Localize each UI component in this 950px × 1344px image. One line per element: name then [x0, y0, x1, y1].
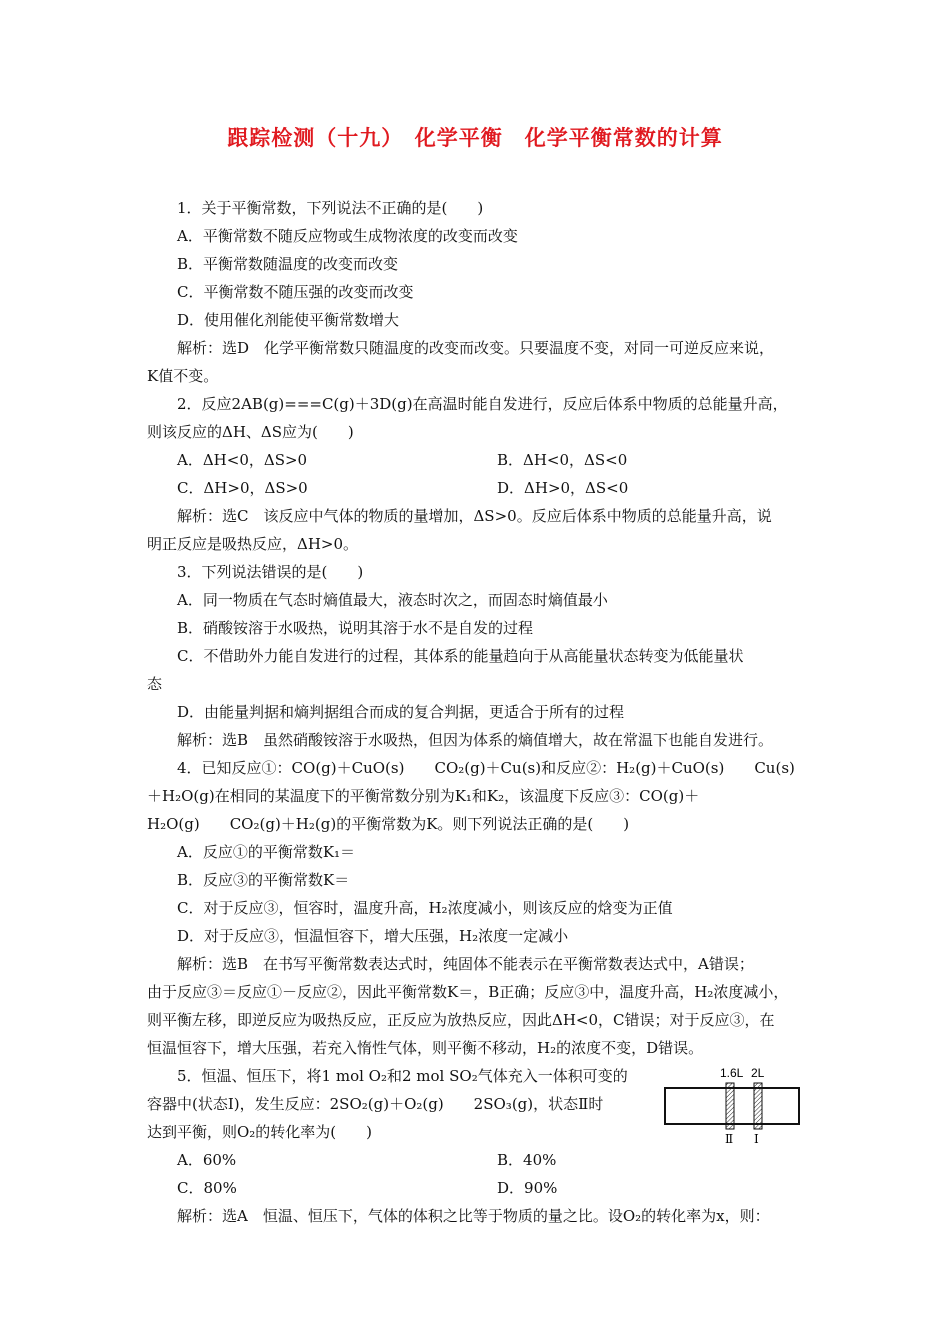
q4-analysis-cont-1: 由于反应③＝反应①－反应②，因此平衡常数K＝，B正确；反应③中，温度升高，H₂浓度减小，	[147, 983, 789, 1001]
question-4-stem-cont-1: ＋H₂O(g)在相同的某温度下的平衡常数分别为K₁和K₂，该温度下反应③：CO(g)＋	[147, 787, 700, 805]
q2-option-d: D．ΔH>0，ΔS<0	[497, 479, 629, 497]
q2-option-b: B．ΔH<0，ΔS<0	[497, 451, 628, 469]
q4-option-b: B．反应③的平衡常数K＝	[177, 871, 350, 889]
question-4-stem: 4．已知反应①：CO(g)＋CuO(s) CO₂(g)＋Cu(s)和反应②：H₂(g)＋CuO(s) Cu(s)	[177, 759, 795, 777]
q3-option-c: C．不借助外力能自发进行的过程，其体系的能量趋向于从高能量状态转变为低能量状	[177, 647, 744, 665]
state-mark-2: Ⅱ	[725, 1132, 734, 1146]
q2-option-c: C．ΔH>0，ΔS>0	[177, 479, 308, 497]
q1-option-d: D．使用催化剂能使平衡常数增大	[177, 311, 400, 329]
piston-state-1	[754, 1083, 762, 1129]
q4-option-d: D．对于反应③，恒温恒容下，增大压强，H₂浓度一定减小	[177, 927, 569, 945]
question-5-stem: 5．恒温、恒压下，将1 mol O₂和2 mol SO₂气体充入一体积可变的	[177, 1067, 628, 1085]
question-2-stem-cont: 则该反应的ΔH、ΔS应为( )	[147, 423, 354, 441]
q3-option-d: D．由能量判据和熵判据组合而成的复合判据，更适合于所有的过程	[177, 703, 625, 721]
piston-state-2	[726, 1083, 734, 1129]
question-2-stem: 2．反应2AB(g)===C(g)＋3D(g)在高温时能自发进行，反应后体系中物质的总能量升高，	[177, 395, 788, 413]
q5-option-c: C．80%	[177, 1179, 237, 1197]
question-5-stem-cont-1: 容器中(状态Ⅰ)，发生反应：2SO₂(g)＋O₂(g) 2SO₃(g)，状态Ⅱ时	[147, 1095, 604, 1113]
q5-options-row-2	[147, 1174, 807, 1202]
q1-analysis-cont: K值不变。	[147, 367, 219, 385]
q2-analysis: 解析：选C 该反应中气体的物质的量增加，ΔS>0。反应后体系中物质的总能量升高，说	[177, 507, 772, 525]
question-1-stem: 1．关于平衡常数，下列说法不正确的是( )	[177, 199, 484, 217]
q1-option-a: A．平衡常数不随反应物或生成物浓度的改变而改变	[177, 227, 518, 245]
q4-analysis: 解析：选B 在书写平衡常数表达式时，纯固体不能表示在平衡常数表达式中，A错误；	[177, 955, 754, 973]
state-mark-1: Ⅰ	[754, 1132, 759, 1146]
container-diagram	[662, 1064, 802, 1150]
q5-analysis: 解析：选A 恒温、恒压下，气体的体积之比等于物质的量之比。设O₂的转化率为x，则：	[177, 1207, 770, 1225]
page-title: 跟踪检测（十九） 化学平衡 化学平衡常数的计算	[227, 126, 723, 150]
volume-label-1-6l: 1.6L	[720, 1066, 744, 1080]
q4-analysis-cont-2: 则平衡左移，即逆反应为吸热反应，正反应为放热反应，因此ΔH<0，C错误；对于反应③，在	[147, 1011, 775, 1029]
question-5-stem-cont-2: 达到平衡，则O₂的转化率为( )	[147, 1123, 373, 1141]
q4-analysis-cont-3: 恒温恒容下，增大压强，若充入惰性气体，则平衡不移动，H₂的浓度不变，D错误。	[147, 1039, 704, 1057]
q2-option-a: A．ΔH<0，ΔS>0	[177, 451, 308, 469]
q1-option-c: C．平衡常数不随压强的改变而改变	[177, 283, 414, 301]
q4-option-c: C．对于反应③，恒容时，温度升高，H₂浓度减小，则该反应的焓变为正值	[177, 899, 673, 917]
q3-option-b: B．硝酸铵溶于水吸热，说明其溶于水不是自发的过程	[177, 619, 534, 637]
q2-options-row-2	[147, 474, 807, 502]
q5-options-row-1	[147, 1146, 807, 1174]
q5-option-a: A．60%	[177, 1151, 237, 1169]
q5-option-d: D．90%	[497, 1179, 558, 1197]
q1-analysis: 解析：选D 化学平衡常数只随温度的改变而改变。只要温度不变，对同一可逆反应来说，	[177, 339, 775, 357]
question-3-stem: 3．下列说法错误的是( )	[177, 563, 364, 581]
q2-options-row-1	[147, 446, 807, 474]
q5-option-b: B．40%	[497, 1151, 557, 1169]
q2-analysis-cont: 明正反应是吸热反应，ΔH>0。	[147, 535, 359, 553]
volume-label-2l: 2L	[751, 1066, 765, 1080]
q1-option-b: B．平衡常数随温度的改变而改变	[177, 255, 399, 273]
question-4-stem-cont-2: H₂O(g) CO₂(g)＋H₂(g)的平衡常数为K。则下列说法正确的是( )	[147, 815, 630, 833]
q3-option-c-cont: 态	[147, 675, 163, 693]
q4-option-a: A．反应①的平衡常数K₁＝	[177, 843, 356, 861]
q3-analysis: 解析：选B 虽然硝酸铵溶于水吸热，但因为体系的熵值增大，故在常温下也能自发进行。	[177, 731, 774, 749]
q3-option-a: A．同一物质在气态时熵值最大，液态时次之，而固态时熵值最小	[177, 591, 608, 609]
